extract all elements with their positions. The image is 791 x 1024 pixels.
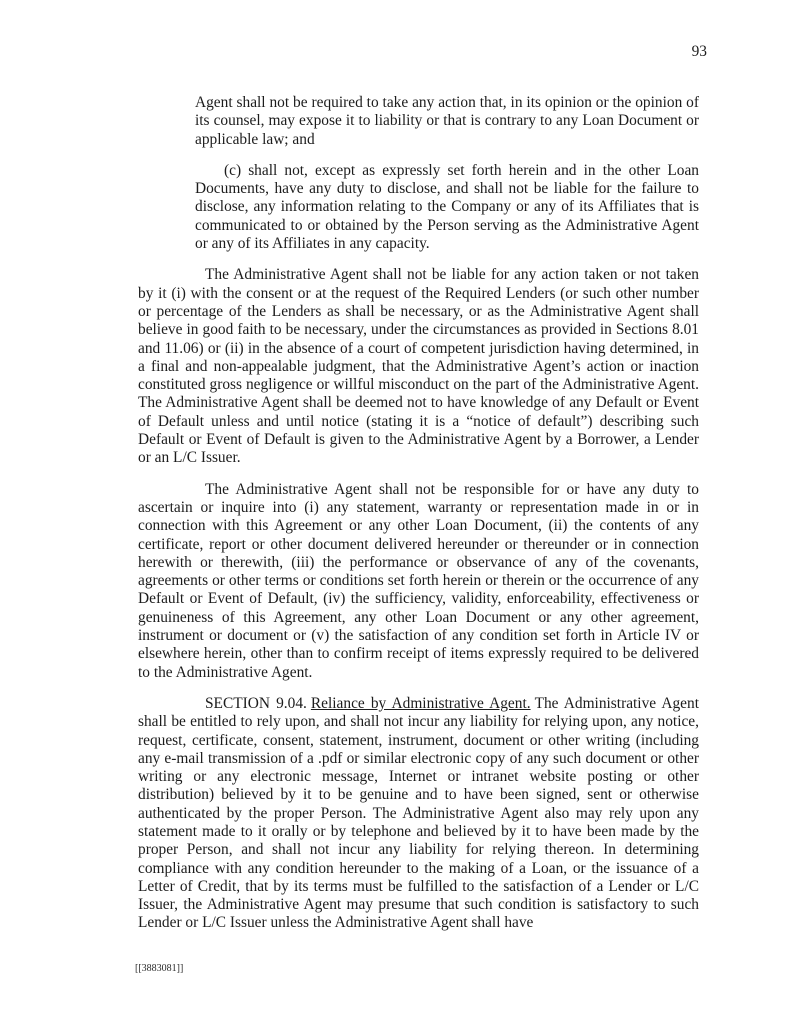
section-9-04-label: SECTION 9.04. [205,694,307,712]
paragraph-agent-liability: The Administrative Agent shall not be liable for any action taken or not taken by it (i) with the consent or at the request of the Required Lenders (or such other number or percentage of the Lenders as shall be necessary, or as the Administrative Agent shall believe in good faith to be necessary, under the circumstances as provided in Sections 8.01 and 11.06) or (ii) in the absence of a court of competent jurisdiction having determined, in a final and non-appealable judgment, that the Administrative Agent’s action or inaction constituted gross negligence or willful misconduct on the part of the Administrative Agent. The Administrative Agent shall be deemed not to have knowledge of any Default or Event of Default unless and until notice (stating it is a “notice of default”) describing such Default or Event of Default is given to the Administrative Agent by a Borrower, a Lender or an L/C Issuer. [138,266,699,467]
paragraph-section-9-04 [138,695,699,933]
clause-b-continuation-text: Agent shall not be required to take any action that, in its opinion or the opinion of its counsel, may expose it to liability or that is contrary to any Loan Document or applicable law; and [195,94,699,148]
document-id-footer: [[3883081]] [135,963,184,974]
paragraph-agent-no-duty: The Administrative Agent shall not be responsible for or have any duty to ascertain or inquire into (i) any statement, warranty or representation made in or in connection with this Agreement or any other Loan Document, (ii) the contents of any certificate, report or other document delivered hereunder or thereunder or in connection herewith or therewith, (iii) the performance or observance of any of the covenants, agreements or other terms or conditions set forth herein or therein or the occurrence of any Default or Event of Default, (iv) the sufficiency, validity, enforceability, effectiveness or genuineness of this Agreement, any other Loan Document or any other agreement, instrument or document or (v) the satisfaction of any condition set forth in Article IV or elsewhere herein, other than to confirm receipt of items expressly required to be delivered to the Administrative Agent. [138,480,699,681]
section-9-04-title: Reliance by Administrative Agent. [310,694,531,712]
document-body [138,94,699,933]
section-9-04-body: The Administrative Agent shall be entitled to rely upon, and shall not incur any liability for relying upon, any notice, request, certificate, consent, statement, instrument, document or other writing (including any e-mail transmission of a .pdf or similar electronic copy of any such document or other writing or any electronic message, Internet or intranet website posting or other distribution) believed by it to be genuine and to have been signed, sent or otherwise authenticated by the proper Person. The Administrative Agent also may rely upon any statement made to it orally or by telephone and believed by it to have been made by the proper Person, and shall not incur any liability for relying thereon. In determining compliance with any condition hereunder to the making of a Loan, or the issuance of a Letter of Credit, that by its terms must be fulfilled to the satisfaction of a Lender or L/C Issuer, the Administrative Agent may presume that such condition is satisfactory to such Lender or L/C Issuer unless the Administrative Agent shall have [138,694,699,932]
clause-c-text: (c) shall not, except as expressly set forth herein and in the other Loan Documents, have any duty to disclose, and shall not be liable for the failure to disclose, any information relating to the Company or any of its Affiliates that is communicated to or obtained by the Person serving as the Administrative Agent or any of its Affiliates in any capacity. [195,161,699,253]
page-number: 93 [691,43,707,60]
